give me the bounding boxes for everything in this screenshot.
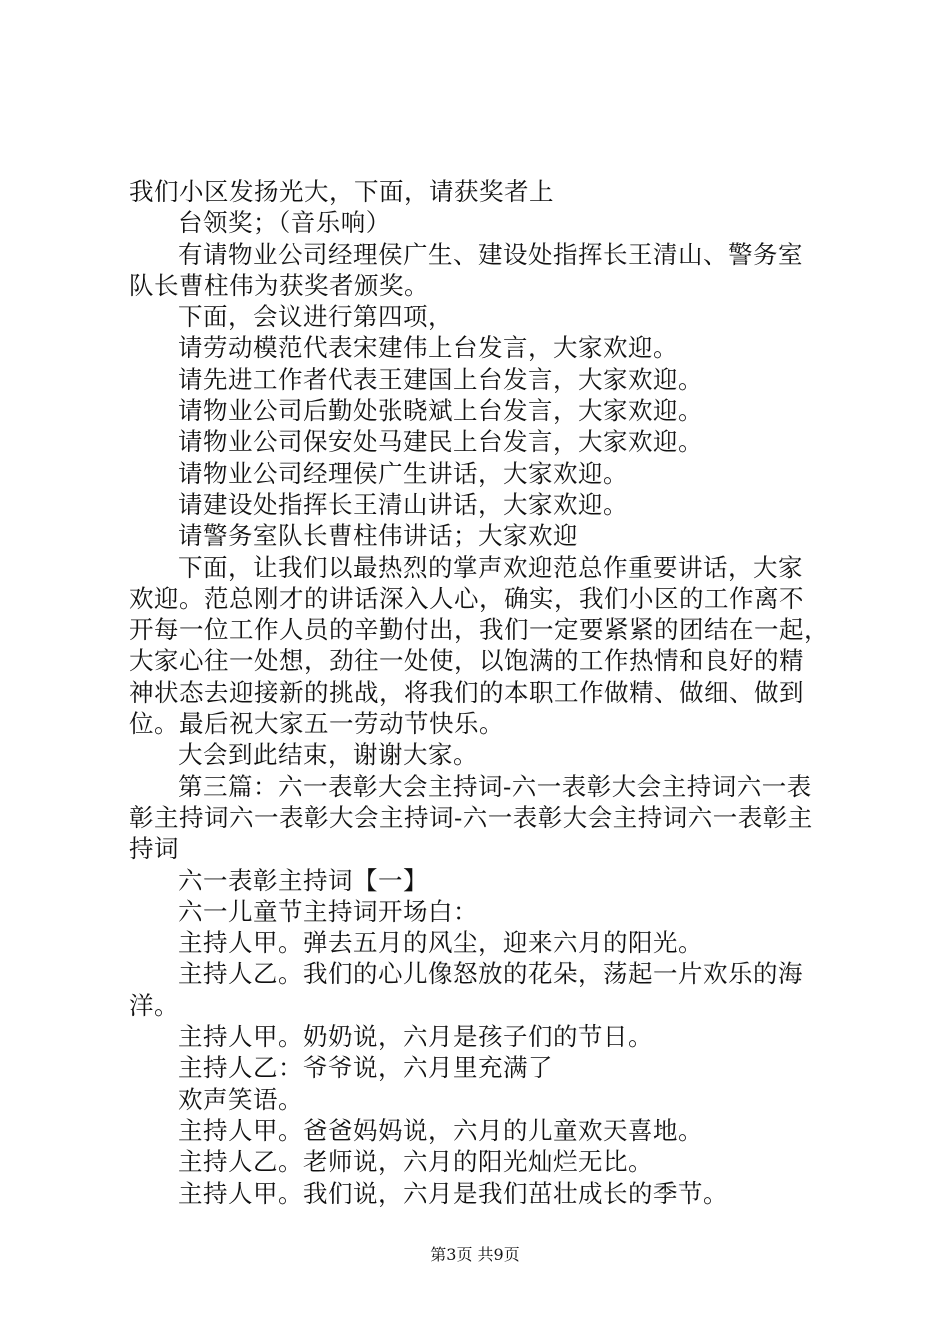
- text-line: 六一儿童节主持词开场白：: [178, 896, 478, 926]
- text-line: 位。最后祝大家五一劳动节快乐。: [129, 709, 504, 739]
- text-line: 主持人甲。弹去五月的风尘，迎来六月的阳光。: [178, 928, 703, 958]
- text-line: 队长曹柱伟为获奖者颁奖。: [129, 270, 429, 300]
- text-line: 台领奖；（音乐响）: [178, 208, 391, 238]
- text-line: 请物业公司保安处马建民上台发言，大家欢迎。: [178, 427, 703, 457]
- text-line: 请警务室队长曹柱伟讲话；大家欢迎: [178, 521, 578, 551]
- text-line: 洋。: [129, 990, 179, 1020]
- text-line: 大家心往一处想，劲往一处使，以饱满的工作热情和良好的精: [129, 646, 804, 676]
- text-line: 神状态去迎接新的挑战，将我们的本职工作做精、做细、做到: [129, 677, 804, 707]
- text-line: 欢迎。范总刚才的讲话深入人心，确实，我们小区的工作离不: [129, 583, 804, 613]
- body-text: [129, 176, 841, 1209]
- text-line: 请物业公司后勤处张晓斌上台发言，大家欢迎。: [178, 396, 703, 426]
- subheading-line: 六一表彰主持词【一】: [178, 865, 428, 895]
- text-line: 主持人乙。我们的心儿像怒放的花朵，荡起一片欢乐的海: [178, 959, 803, 989]
- page-footer: [0, 1244, 950, 1266]
- text-line: 请先进工作者代表王建国上台发言，大家欢迎。: [178, 364, 703, 394]
- text-line: 开每一位工作人员的辛勤付出，我们一定要紧紧的团结在一起，: [129, 615, 829, 645]
- text-line: 主持人甲。我们说，六月是我们茁壮成长的季节。: [178, 1178, 728, 1208]
- text-line: 大会到此结束，谢谢大家。: [178, 740, 478, 770]
- text-line: 主持人乙：爷爷说，六月里充满了: [178, 1053, 553, 1083]
- text-line: 请劳动模范代表宋建伟上台发言，大家欢迎。: [178, 333, 678, 363]
- text-line: 我们小区发扬光大，下面，请获奖者上: [129, 177, 554, 206]
- page-number-label: 第3页 共9页: [430, 1245, 520, 1264]
- section-heading-line: 持词: [129, 834, 179, 864]
- text-line: 有请物业公司经理侯广生、建设处指挥长王清山、警务室: [178, 239, 803, 269]
- text-line: 请建设处指挥长王清山讲话，大家欢迎。: [178, 489, 628, 519]
- section-heading-line: 第三篇：六一表彰大会主持词-六一表彰大会主持词六一表: [178, 771, 812, 801]
- section-heading-line: 彰主持词六一表彰大会主持词-六一表彰大会主持词六一表彰主: [129, 802, 813, 832]
- text-line: 欢声笑语。: [178, 1084, 303, 1114]
- text-line: 请物业公司经理侯广生讲话，大家欢迎。: [178, 458, 628, 488]
- text-line: 主持人甲。奶奶说，六月是孩子们的节日。: [178, 1022, 653, 1052]
- text-line: 下面，让我们以最热烈的掌声欢迎范总作重要讲话，大家: [178, 552, 803, 582]
- text-line: 主持人甲。爸爸妈妈说，六月的儿童欢天喜地。: [178, 1115, 703, 1145]
- text-line: 主持人乙。老师说，六月的阳光灿烂无比。: [178, 1147, 653, 1177]
- text-line: 下面，会议进行第四项，: [178, 302, 453, 332]
